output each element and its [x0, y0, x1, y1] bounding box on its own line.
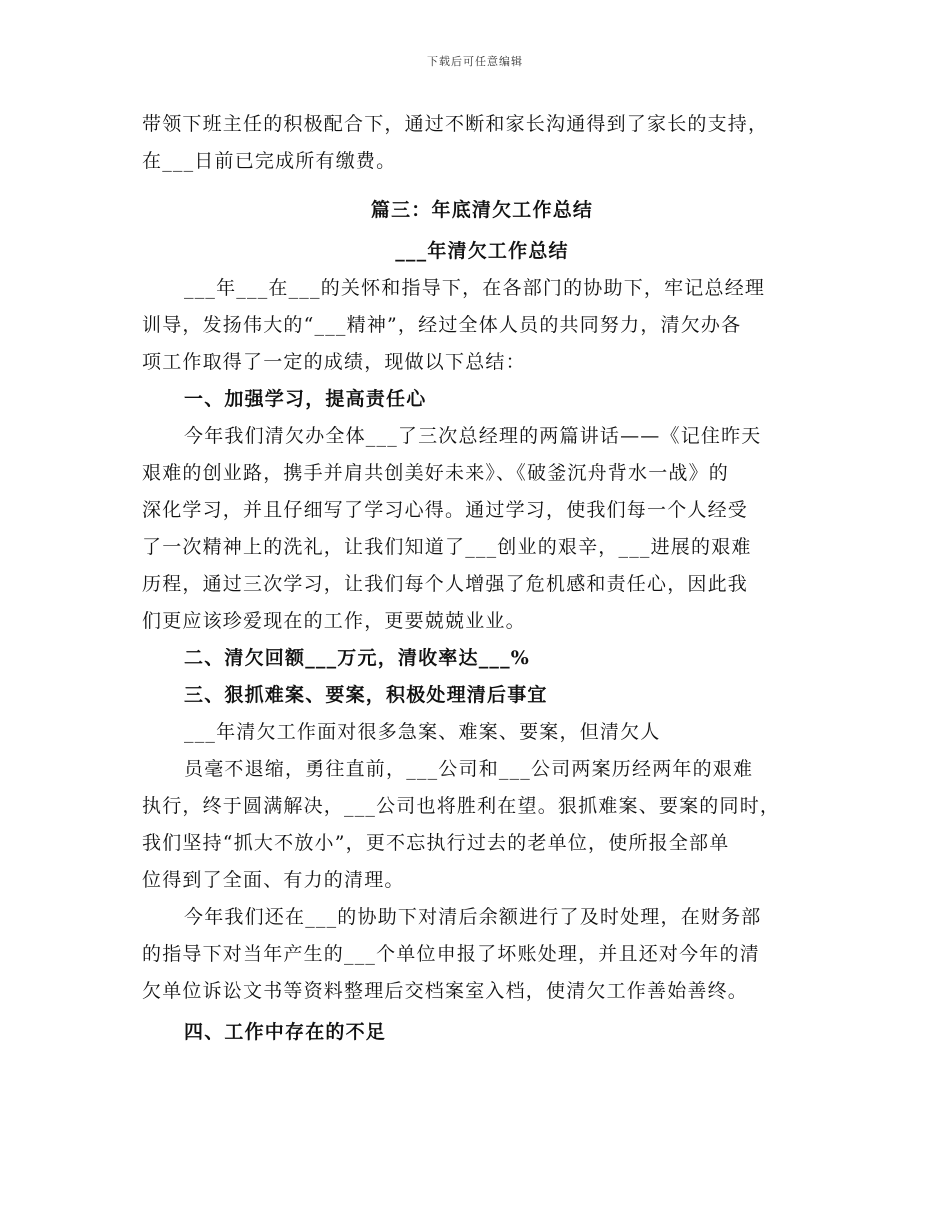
section-title: 篇三：年底清欠工作总结	[370, 199, 594, 221]
paragraph-line: 深化学习，并且仔细写了学习心得。通过学习，使我们每一个人经受	[142, 499, 749, 521]
page-header: 下载后可任意编辑	[427, 55, 523, 68]
paragraph-line: 们更应该珍爱现在的工作，更要兢兢业业。	[142, 610, 526, 632]
paragraph-line: 我们坚持“抓大不放小”，更不忘执行过去的老单位，使所报全部单	[142, 832, 730, 854]
heading-2: 二、清欠回额___万元，清收率达___%	[184, 647, 531, 669]
paragraph-line: 带领下班主任的积极配合下，通过不断和家长沟通得到了家长的支持，	[142, 113, 769, 135]
document-title: ___年清欠工作总结	[395, 240, 569, 262]
heading-3: 三、狠抓难案、要案，积极处理清后事宜	[184, 684, 548, 706]
paragraph-line: 训导，发扬伟大的“___精神”，经过全体人员的共同努力，清欠办各	[142, 314, 742, 336]
document-body	[142, 106, 822, 1051]
paragraph-line: 艰难的创业路，携手并肩共创美好未来》、《破釜沉舟背水一战》的	[142, 462, 730, 484]
paragraph-line: ___年清欠工作面对很多急案、难案、要案，但清欠人	[184, 721, 661, 743]
paragraph-line: 欠单位诉讼文书等资料整理后交档案室入档，使清欠工作善始善终。	[142, 980, 749, 1002]
paragraph-line: 在___日前已完成所有缴费。	[142, 150, 397, 172]
paragraph-line: 今年我们还在___的协助下对清后余额进行了及时处理，在财务部	[184, 906, 762, 928]
paragraph-line: 执行，终于圆满解决，___公司也将胜利在望。狠抓难案、要案的同时，	[142, 795, 781, 817]
paragraph-line: ___年___在___的关怀和指导下，在各部门的协助下，牢记总经理	[184, 277, 766, 299]
paragraph-line: 了一次精神上的洗礼，让我们知道了___创业的艰辛，___进展的艰难	[142, 536, 752, 558]
paragraph-line: 的指导下对当年产生的___个单位申报了坏账处理，并且还对今年的清	[142, 943, 760, 965]
paragraph-line: 位得到了全面、有力的清理。	[142, 869, 405, 891]
heading-4: 四、工作中存在的不足	[184, 1021, 387, 1043]
paragraph-line: 历程，通过三次学习，让我们每个人增强了危机感和责任心，因此我	[142, 573, 749, 595]
paragraph-line: 员毫不退缩，勇往直前，___公司和___公司两案历经两年的艰难	[184, 758, 754, 780]
heading-1: 一、加强学习，提高责任心	[184, 388, 427, 410]
paragraph-line: 今年我们清欠办全体___了三次总经理的两篇讲话——《记住昨天	[184, 425, 762, 447]
paragraph-line: 项工作取得了一定的成绩，现做以下总结：	[142, 351, 526, 373]
